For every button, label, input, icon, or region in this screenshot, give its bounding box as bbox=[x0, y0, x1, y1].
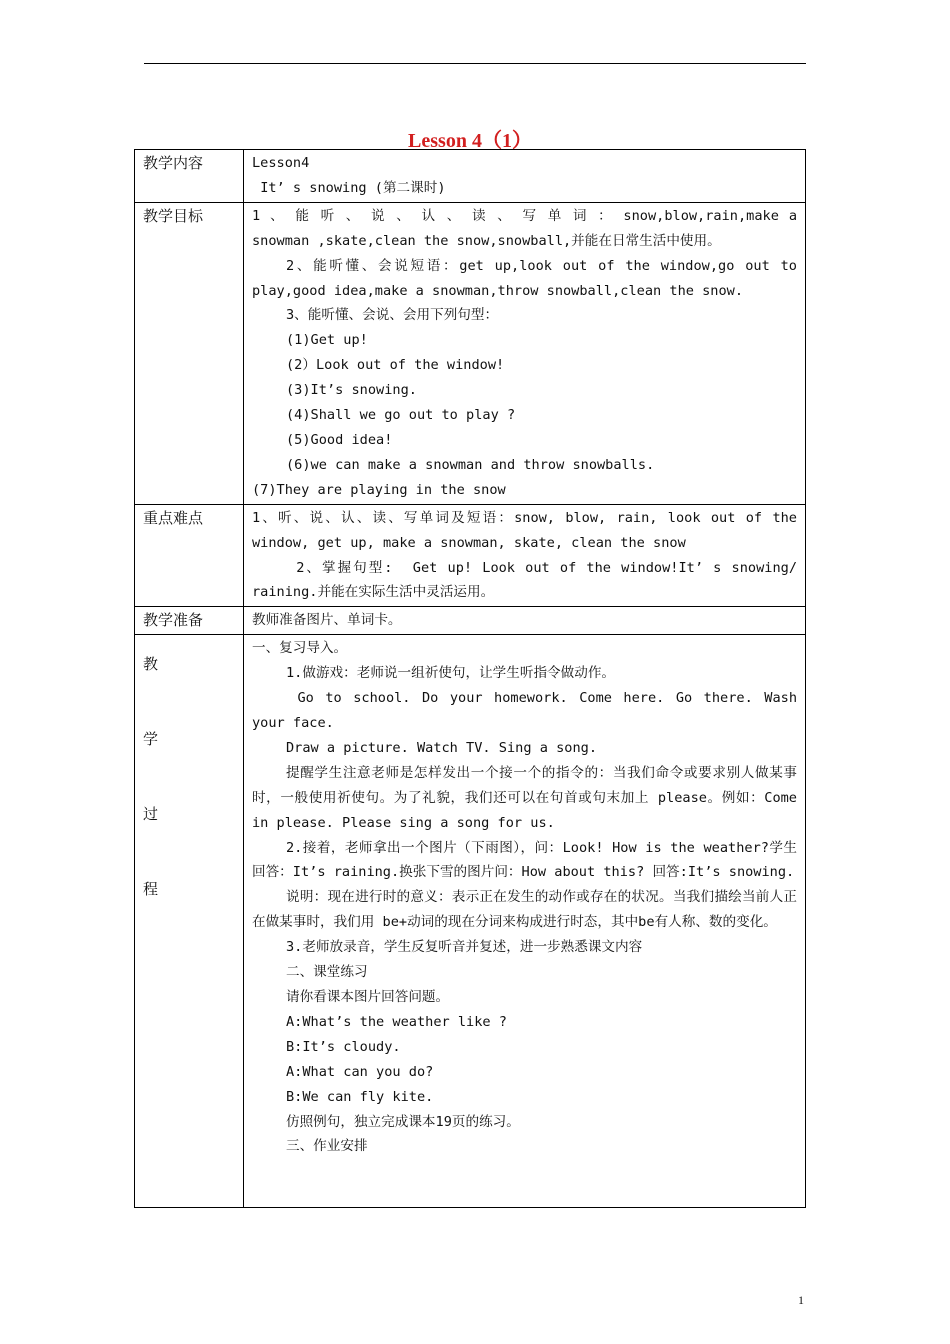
lesson-plan-table bbox=[134, 149, 806, 1208]
row-teaching-process bbox=[135, 635, 806, 1208]
process-line: Go to school. Do your homework. Come here. Go there. Wash your face. bbox=[252, 690, 806, 732]
goal-line: (6)we can make a snowman and throw snowballs. bbox=[286, 456, 655, 473]
process-line: 说明：现在进行时的意义：表示正在发生的动作或存在的状况。当我们描绘当前人正在做某事时，我们用 be+动词的现在分词来构成进行时态，其中be有人称、数的变化。 bbox=[252, 889, 797, 931]
cell-teaching-process bbox=[244, 635, 806, 1208]
process-line: B:We can fly kite. bbox=[286, 1088, 434, 1105]
row-teaching-goals bbox=[135, 202, 806, 504]
process-line: 二、课堂练习 bbox=[286, 964, 368, 981]
process-label-char: 过 bbox=[143, 805, 159, 824]
cell-teaching-goals bbox=[244, 202, 806, 504]
process-line: 一、复习导入。 bbox=[252, 640, 348, 657]
content-line: Lesson4 bbox=[252, 155, 310, 171]
content-line: It’ s snowing (第二课时) bbox=[252, 179, 446, 196]
goal-line: 1 、 能 听 、 说 、 认 、 读 、 写 单 词 ： snow,blow,rain,make a snowman ,skate,clean the snow,snowball,并能在日常生活中使用。 bbox=[252, 207, 806, 249]
process-label-char: 学 bbox=[143, 730, 159, 749]
process-line: A:What can you do? bbox=[286, 1063, 434, 1080]
goal-line: (5)Good idea! bbox=[286, 431, 393, 448]
process-line: Draw a picture. Watch TV. Sing a song. bbox=[286, 739, 597, 756]
process-line: 2.接着，老师拿出一个图片（下雨图），问：Look! How is the weather?学生回答：It’s raining.换张下雪的图片问：How about this? 回答:It’s snowing. bbox=[252, 839, 797, 881]
label-preparation: 教学准备 bbox=[135, 607, 244, 635]
label-teaching-goals: 教学目标 bbox=[135, 202, 244, 504]
process-line: 仿照例句，独立完成课本19页的练习。 bbox=[286, 1113, 520, 1130]
process-line: 三、作业安排 bbox=[286, 1138, 368, 1155]
cell-preparation bbox=[244, 607, 806, 635]
key-point-line: 1、听、说、认、读、写单词及短语：snow, blow, rain, look out of the window, get up, make a snowman, skate, clean the snow bbox=[252, 509, 806, 551]
cell-teaching-content bbox=[244, 150, 806, 203]
process-label-char: 程 bbox=[143, 880, 159, 899]
lesson-title: Lesson 4（1） bbox=[408, 130, 532, 152]
process-line: B:It’s cloudy. bbox=[286, 1038, 401, 1055]
goal-line: 2、能听懂、会说短语：get up,look out of the window,go out to play,good idea,make a snowman,throw snowball,clean the snow. bbox=[252, 257, 806, 299]
label-key-points: 重点难点 bbox=[135, 504, 244, 607]
label-teaching-process bbox=[135, 635, 244, 1208]
process-label-char: 教 bbox=[143, 655, 159, 674]
key-point-line: 2、掌握句型: Get up! Look out of the window!It’ s snowing/ raining.并能在实际生活中灵活运用。 bbox=[252, 559, 806, 601]
cell-key-points bbox=[244, 504, 806, 607]
process-line: 请你看课本图片回答问题。 bbox=[286, 989, 450, 1005]
process-line: 3.老师放录音，学生反复听音并复述，进一步熟悉课文内容 bbox=[286, 939, 643, 956]
goal-line: (4)Shall we go out to play ? bbox=[286, 407, 516, 424]
page-number: 1 bbox=[798, 1293, 804, 1307]
process-line: 提醒学生注意老师是怎样发出一个接一个的指令的：当我们命令或要求别人做某事时，一般使用祈使句。为了礼貌，我们还可以在句首或句末加上 please。例如：Come in please. Please sing a song for us. bbox=[252, 764, 806, 831]
label-teaching-content: 教学内容 bbox=[135, 150, 244, 203]
goal-line: (1)Get up! bbox=[286, 332, 368, 349]
row-teaching-content bbox=[135, 150, 806, 203]
process-line: 1.做游戏：老师说一组祈使句，让学生听指令做动作。 bbox=[286, 665, 616, 682]
goal-line: (7)They are playing in the snow bbox=[252, 481, 506, 498]
process-line: A:What’s the weather like ? bbox=[286, 1013, 507, 1030]
goal-line: (2）Look out of the window! bbox=[286, 357, 505, 374]
row-preparation bbox=[135, 607, 806, 635]
goal-line: 3、能听懂、会说、会用下列句型： bbox=[286, 307, 499, 324]
row-key-points bbox=[135, 504, 806, 607]
header-rule bbox=[144, 63, 806, 64]
goal-line: (3)It’s snowing. bbox=[286, 382, 417, 399]
preparation-line: 教师准备图片、单词卡。 bbox=[252, 612, 402, 629]
